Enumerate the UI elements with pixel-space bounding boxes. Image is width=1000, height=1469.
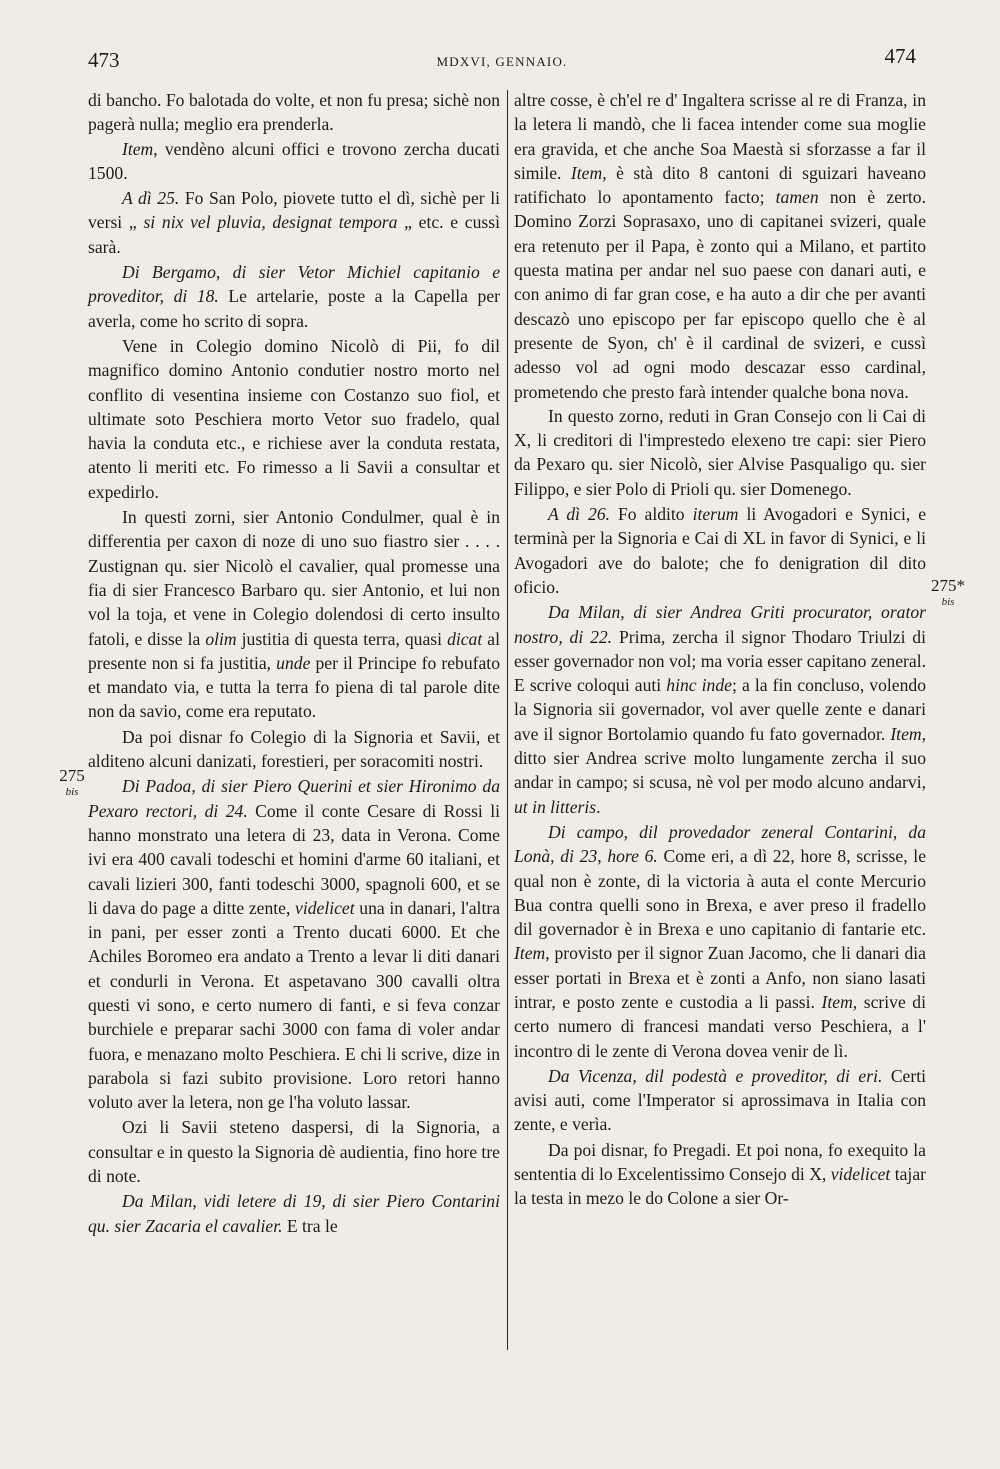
italic-text: videlicet: [295, 897, 355, 918]
paragraph: [88, 505, 500, 724]
text-run: Fo San Polo, piovete tutto el dì, sichè per li versi „: [88, 188, 500, 233]
running-title: MDXVI, GENNAIO.: [436, 54, 568, 69]
text-run: tajar la testa in mezo le do Colone a sier Or-: [514, 1164, 926, 1209]
text-run: In questo zorno, reduti in Gran Consejo con li Cai di X, li creditori di l'imprestedo elexeno tre capi: sier Piero da Pexaro qu. sier Nicolò, sier Alvise Pasqualigo qu. sier Filippo, e sier Polo di Prioli qu. sier Domenego.: [514, 405, 926, 499]
paragraph: [88, 88, 500, 137]
text-run: ; a la fin concluso, volendo la Signoria sii governador, vol aver quelle zente e danari ave il signor Bortolamio quando fu fato governador.: [514, 675, 926, 744]
margin-note-suffix: bis: [941, 596, 955, 608]
italic-text: Da Milan, vidi letere di 19, di sier Piero Contarini qu. sier Zacaria el cavalier.: [88, 1191, 500, 1236]
paragraph: [514, 404, 926, 501]
text-run: , ditto sier Andrea scrive molto lungamente zercha il suo andar in campo; si scusa, nè vol per modo alcuno andarvi,: [514, 723, 926, 793]
paragraph: [88, 774, 500, 1114]
paragraph: [88, 186, 500, 259]
italic-text: si nix vel pluvia, designat tempora: [143, 212, 398, 233]
paragraph: [514, 1064, 926, 1137]
text-run: Fo aldito: [610, 504, 693, 525]
text-run: Da poi disnar fo Colegio di la Signoria et Savii, et alditeno alcuni danizati, forestieri, per soracomiti nostri.: [88, 726, 500, 772]
italic-text: tamen: [775, 187, 819, 208]
text-run: Vene in Colegio domino Nicolò di Pii, fo dil magnifico domino Antonio condutier nostro morto nel conflito di vesentina insieme con Costanzo suo fiol, et ultimate soto Peschiera morto Vetor suo fradelo, qual havia la conduta etc., e richiese aver la conduta restata, atento li meriti etc. Fo rimesso a li Savii a consultar et expedirlo.: [88, 335, 500, 502]
text-run: , provisto per il signor Zuan Jacomo, che li danari dia esser portati in Brexa et è zonti a Anfo, non siano lasati intrar, e posto zente e custodia a li passi.: [514, 943, 926, 1012]
column-divider: [507, 90, 508, 1350]
margin-note-number: 275: [59, 766, 85, 785]
text-run: Da poi disnar, fo Pregadi. Et poi nona, fo exequito la sententia di lo Excelentissimo Consejo di X,: [514, 1139, 926, 1185]
italic-text: olim: [205, 628, 237, 649]
text-run: di bancho. Fo balotada do volte, et non fu presa; sichè non pagerà nulla; meglio era prenderla.: [88, 90, 500, 135]
page-number-left: 473: [88, 48, 120, 72]
text-run: Prima, zercha il signor Thodaro Triulzi di esser governador non vol; ma voria esser capitano zeneral. E scrive coloqui auti: [514, 626, 926, 696]
text-run: „ etc. e cussì sarà.: [88, 212, 500, 257]
text-run: altre cosse, è ch'el re d' Ingaltera scrisse al re di Franza, in la letera li mandò, che li facea intender come sua moglie era gravida, et che anche Soa Maestà si sforzasse a far il simile.: [514, 90, 926, 183]
text-run: Certi avisi auti, come l'Imperator si aprossimava in Italia con zente, e verìa.: [514, 1065, 927, 1135]
italic-text: Di Bergamo, di sier Vetor Michiel capitanio e proveditor, di 18.: [88, 262, 500, 307]
text-run: In questi zorni, sier Antonio Condulmer, qual è in differentia per caxon di noze di uno suo fiastro sier . . . . Zustignan qu. sier Nicolò el cavalier, qual promesse una fia di sier Francesco Barbaro qu. sier Antonio, et lui non vol la toja, et vene in Colegio dolendosi di certo insulto fatoli, e disse la: [88, 507, 500, 649]
margin-note-right: [926, 578, 970, 610]
left-column: [88, 88, 500, 1238]
italic-text: Item: [514, 943, 546, 964]
text-run: E tra le: [282, 1215, 338, 1236]
italic-text: Di Padoa, di sier Piero Querini et sier Hironimo da Pexaro rectori, di 24.: [88, 776, 500, 821]
text-run: justitia di questa terra, quasi: [236, 628, 448, 649]
italic-text: iterum: [692, 504, 739, 525]
text-run: al presente non si fa justitia,: [88, 628, 500, 673]
paragraph: [88, 1189, 500, 1238]
italic-text: Da Vicenza, dil podestà e proveditor, di eri.: [548, 1065, 883, 1086]
right-column: [514, 88, 926, 1211]
text-run: Ozi li Savii steteno daspersi, di la Signoria, a consultar e in questo la Signoria dè audientia, fino hore tre di note.: [88, 1117, 500, 1187]
text-run: , vendèno alcuni offici e trovono zercha ducati 1500.: [88, 138, 500, 183]
running-head: [88, 44, 916, 78]
italic-text: A dì 26.: [548, 504, 611, 525]
text-run: .: [596, 796, 601, 817]
margin-note-number: 275*: [931, 576, 965, 595]
italic-text: videlicet: [830, 1164, 891, 1185]
italic-text: Da Milan, di sier Andrea Griti procurator, orator nostro, di 22.: [514, 602, 926, 647]
page-number-right: 474: [884, 44, 916, 68]
paragraph: [514, 600, 926, 819]
paragraph: [88, 260, 500, 333]
paragraph: [514, 820, 926, 1063]
text-run: , è stà dito 8 cantoni di sguizari haveano ratifichato lo apontamento facto;: [514, 162, 926, 208]
italic-text: dicat: [447, 628, 483, 649]
paragraph: [514, 88, 926, 404]
italic-text: ut in litteris: [514, 796, 597, 817]
paragraph: [514, 502, 926, 599]
paragraph: [88, 334, 500, 504]
paragraph: [88, 725, 500, 774]
text-run: una in danari, l'altra in pani, per esser zonti a Trento ducati 6000. Et che Achiles Boromeo era andato a Trento a levar li diti danari et condurli in Verona. Et aspetavano 300 cavalli oltra questi vi sono, e certo numero di fanti, e si feva conzar burchiele e preparar sachi 3000 con fama di voler andar fuora, e menazano molto Peschiera. E chi li scrive, dize in parabola si fazi subito provisione. Loro retori hanno voluto aver la letera, non ge l'ha voluto lassar.: [88, 897, 501, 1113]
paragraph: [88, 137, 500, 186]
italic-text: Item: [890, 723, 922, 744]
italic-text: Item: [821, 991, 853, 1012]
text-run: li Avogadori e Synici, e terminà per la Signoria e Cai di XL in favor di Synici, e li Avogadori ave do balote; che fo denigration dil dito oficio.: [514, 504, 927, 597]
italic-text: A dì 25.: [122, 188, 180, 209]
text-run: , scrive di certo numero di francesi mandati verso Peschiera, a l' incontro di le zente di Verona dovea venir de lì.: [514, 991, 926, 1061]
italic-text: Item: [570, 162, 603, 183]
italic-text: Item: [122, 138, 154, 159]
margin-note-left: [54, 768, 90, 800]
paragraph: [514, 1138, 926, 1211]
paragraph: [88, 1115, 500, 1188]
italic-text: Di campo, dil provedador zeneral Contarini, da Lonà, di 23, hore 6.: [514, 821, 926, 867]
text-run: Come il conte Cesare di Rossi li hanno monstrato una letera di 23, data in Verona. Come ivi era 400 cavali todeschi et homini d'arme 60 italiani, et cavali lizieri 300, fanti todeschi 3000, spagnoli 600, et se li dava do page a ditte zente,: [88, 800, 500, 918]
margin-note-suffix: bis: [65, 786, 79, 798]
italic-text: hinc inde: [666, 675, 732, 696]
text-run: Come eri, a dì 22, hore 8, scrisse, le qual non è zonte, di la victoria à auta el conte Mercurio Bua contra quelli sono in Brexa, e aver preso il fradello dil governador è in Brexa e uno capitanio di fantarie etc.: [514, 846, 926, 940]
text-run: per il Principe fo rebufato et mandato via, e tutta la terra fo piena di tal parole dite non da savio, come era reputato.: [88, 652, 500, 722]
text-run: non è zerto. Domino Zorzi Soprasaxo, uno di capitanei svizeri, quale era retenuto per il Papa, è zonto qui a Milano, et partito questa matina per andar nel suo paese con danari auti, e con animo di far gran cose, e ha auto a dir che per avanti descazò uno episcopo per far episcopo quello che è al presente de Syon, ch' è il cardinal de svizeri, e cussì adesso vol ad ogni modo descazar esso cardinal, prometendo che presto farà intender qualche bona nova.: [514, 187, 926, 402]
text-run: Le artelarie, poste a la Capella per averla, come ho scrito di sopra.: [88, 286, 500, 331]
italic-text: unde: [276, 652, 311, 673]
